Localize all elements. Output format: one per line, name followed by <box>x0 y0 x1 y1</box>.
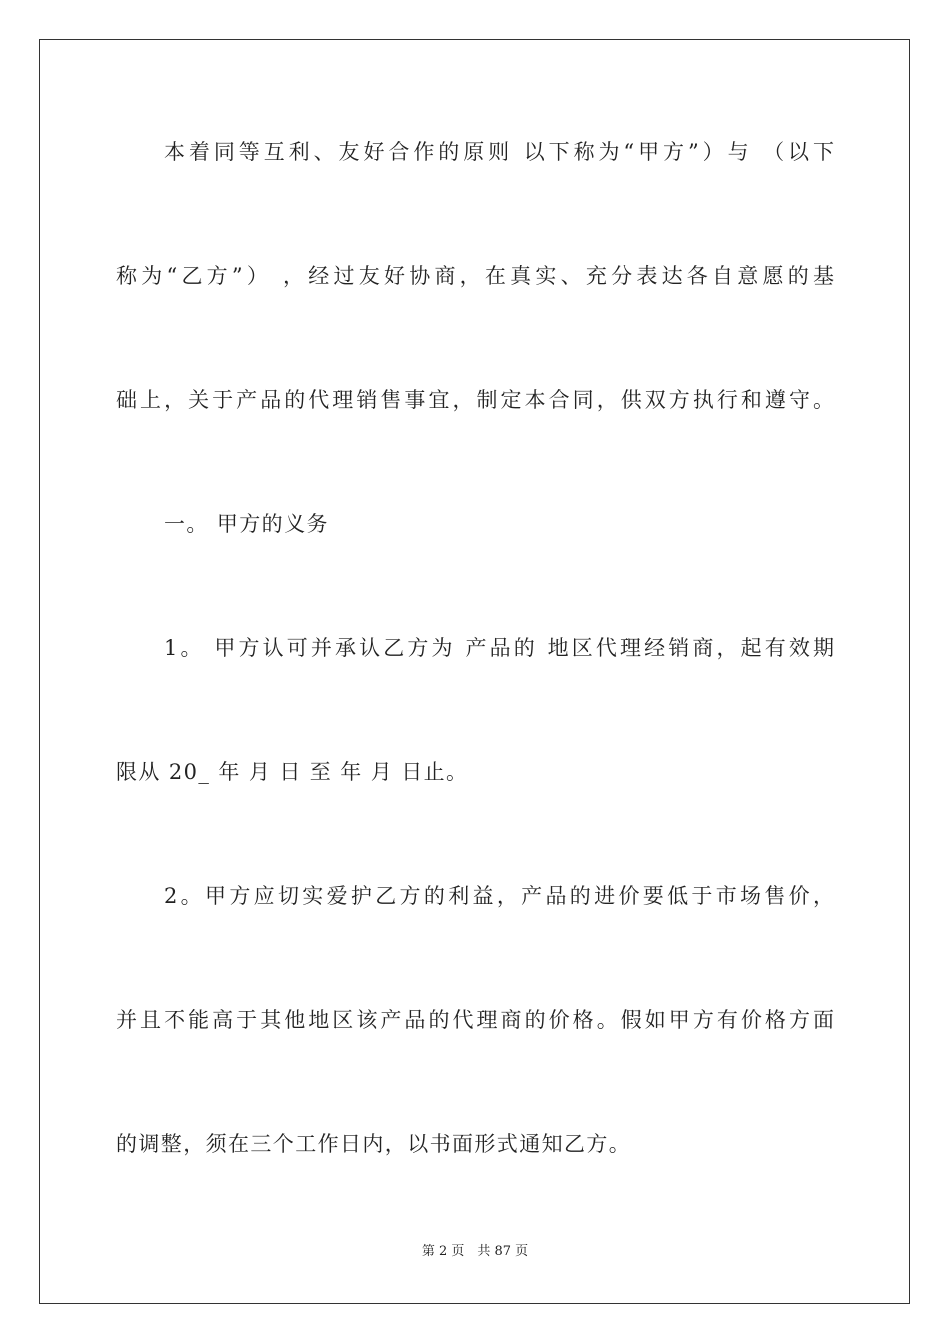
paragraph-line-3: 础上，关于产品的代理销售事宜，制定本合同，供双方执行和遵守。 <box>116 388 834 412</box>
clause-2-line-3: 的调整，须在三个工作日内，以书面形式通知乙方。 <box>116 1132 632 1156</box>
section-heading: 一。 甲方的义务 <box>164 512 329 536</box>
clause-1-line-1: 1。 甲方认可并承认乙方为 产品的 地区代理经销商，起有效期 <box>164 636 834 660</box>
page-number-footer: 第 2 页 共 87 页 <box>421 1244 529 1259</box>
clause-2-line-2: 并且不能高于其他地区该产品的代理商的价格。假如甲方有价格方面 <box>116 1008 834 1032</box>
page-frame <box>39 39 910 1304</box>
paragraph-line-1: 本着同等互利、友好合作的原则 以下称为“甲方”）与 （以下 <box>164 140 834 164</box>
clause-1-line-2: 限从 20_ 年 月 日 至 年 月 日止。 <box>116 760 469 784</box>
clause-2-line-1: 2。甲方应切实爱护乙方的利益，产品的进价要低于市场售价， <box>164 884 834 908</box>
paragraph-line-2: 称为“乙方”） ，经过友好协商，在真实、充分表达各自意愿的基 <box>116 264 834 288</box>
